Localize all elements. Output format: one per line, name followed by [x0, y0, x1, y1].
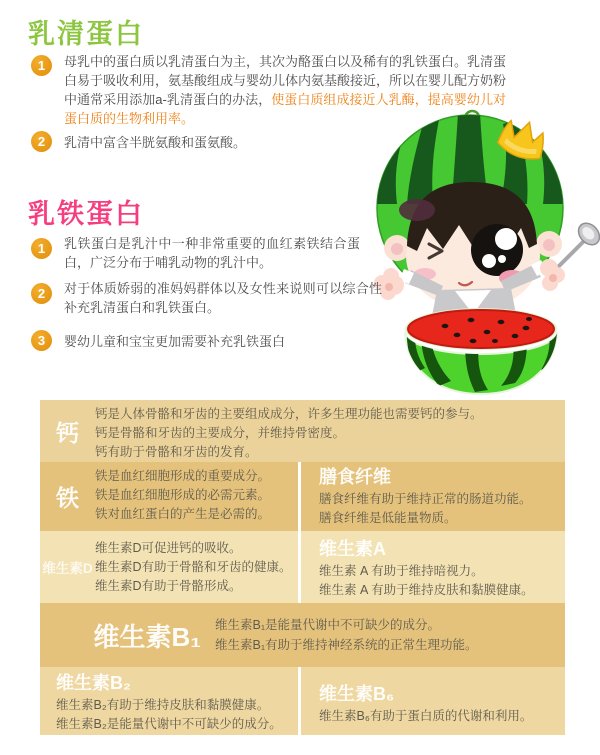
- vitamin-b1-lines: 维生素B₁是能量代谢中不可缺少的成分。 维生素B₁有助于维持神经系统的正常生理功能。: [215, 618, 478, 652]
- calcium-lines: 钙是人体骨骼和牙齿的主要组成成分，许多生理功能也需要钙的参与。 钙是骨骼和牙齿的主要成分，并维持骨密度。 钙有助于骨骼和牙齿的发育。: [95, 407, 483, 459]
- number-badge-2: 2: [31, 131, 52, 152]
- whey-section-title: 乳清蛋白: [28, 19, 144, 49]
- row-vitamin-d: [40, 531, 298, 603]
- vitamin-a-lines: 维生素 A 有助于维持暗视力。 维生素 A 有助于维持皮肤和黏膜健康。: [319, 564, 534, 597]
- whey-item-1-text-normal: 母乳中的蛋白质以乳清蛋白为主，其次为酪蛋白以及稀有的乳铁蛋白。乳清蛋白易于吸收利用，氨基酸组成与婴幼儿体内氨基酸接近，所以在婴儿配方奶粉中通常采用添加a-乳清蛋白的办法，: [64, 54, 507, 107]
- vitamin-a-label: 维生素A: [319, 539, 386, 559]
- watermelon-bowl: [405, 308, 557, 394]
- nutrient-table: [40, 400, 565, 735]
- vitamin-b2-lines: 维生素B₂有助于维持皮肤和黏膜健康。 维生素B₂是能量代谢中不可缺少的成分。: [56, 698, 282, 731]
- dietary-fiber-label: 膳食纤维: [319, 467, 391, 487]
- iron-lines: 铁是血红细胞形成的重要成分。 铁是血红细胞形成的必需元素。 铁对血红蛋白的产生是必需的。: [95, 469, 271, 521]
- lactoferrin-item-2-text: 对于体质娇弱的准妈妈群体以及女性来说则可以综合性补充乳清蛋白和乳铁蛋白。: [64, 281, 382, 315]
- big-eye: [471, 224, 523, 276]
- vitamin-b2-label: 维生素B₂: [56, 673, 131, 693]
- number-badge-1: 1: [31, 55, 52, 76]
- whey-item-1-text-highlight: 使蛋白质组成接近人乳酶，提高婴幼儿对蛋白质的生物利用率。: [64, 92, 506, 126]
- whey-item-2-text: 乳清中富含半胱氨酸和蛋氨酸。: [64, 135, 247, 150]
- cell-vitamin-b2: [40, 667, 298, 735]
- row-vitamin-b1: [40, 603, 565, 667]
- number-badge-1: 1: [31, 238, 52, 259]
- lactoferrin-item-3-text: 婴幼儿童和宝宝更加需要补充乳铁蛋白: [64, 334, 286, 349]
- number-badge-2: 2: [31, 283, 52, 304]
- vitamin-b1-label: 维生素B₁: [93, 621, 201, 652]
- row-iron: [40, 462, 298, 531]
- calcium-label: 钙: [56, 419, 79, 446]
- vitamin-d-label: 维生素D: [42, 561, 93, 576]
- vitamin-d-lines: 维生素D可促进钙的吸收。 维生素D有助于骨骼和牙齿的健康。 维生素D有助于骨骼形成。: [95, 541, 292, 593]
- lactoferrin-item-1-text: 乳铁蛋白是乳汁中一种非常重要的血红素铁结合蛋白，广泛分布于哺乳动物的乳汁中。: [64, 236, 360, 270]
- lactoferrin-section-title: 乳铁蛋白: [28, 199, 144, 229]
- vitamin-b6-lines: 维生素B₆有助于蛋白质的代谢和利用。: [319, 709, 533, 723]
- number-badge-3: 3: [31, 330, 52, 351]
- vitamin-b6-label: 维生素B₆: [319, 684, 395, 704]
- cell-vitamin-a: [298, 531, 565, 603]
- cell-dietary-fiber: [298, 462, 565, 531]
- cell-vitamin-b6: [298, 667, 565, 735]
- iron-label: 铁: [56, 485, 79, 511]
- row-calcium: [40, 400, 565, 462]
- dietary-fiber-lines: 膳食纤维有助于维持正常的肠道功能。 膳食纤维是低能量物质。: [319, 492, 532, 525]
- whey-item-1-text: [64, 52, 506, 128]
